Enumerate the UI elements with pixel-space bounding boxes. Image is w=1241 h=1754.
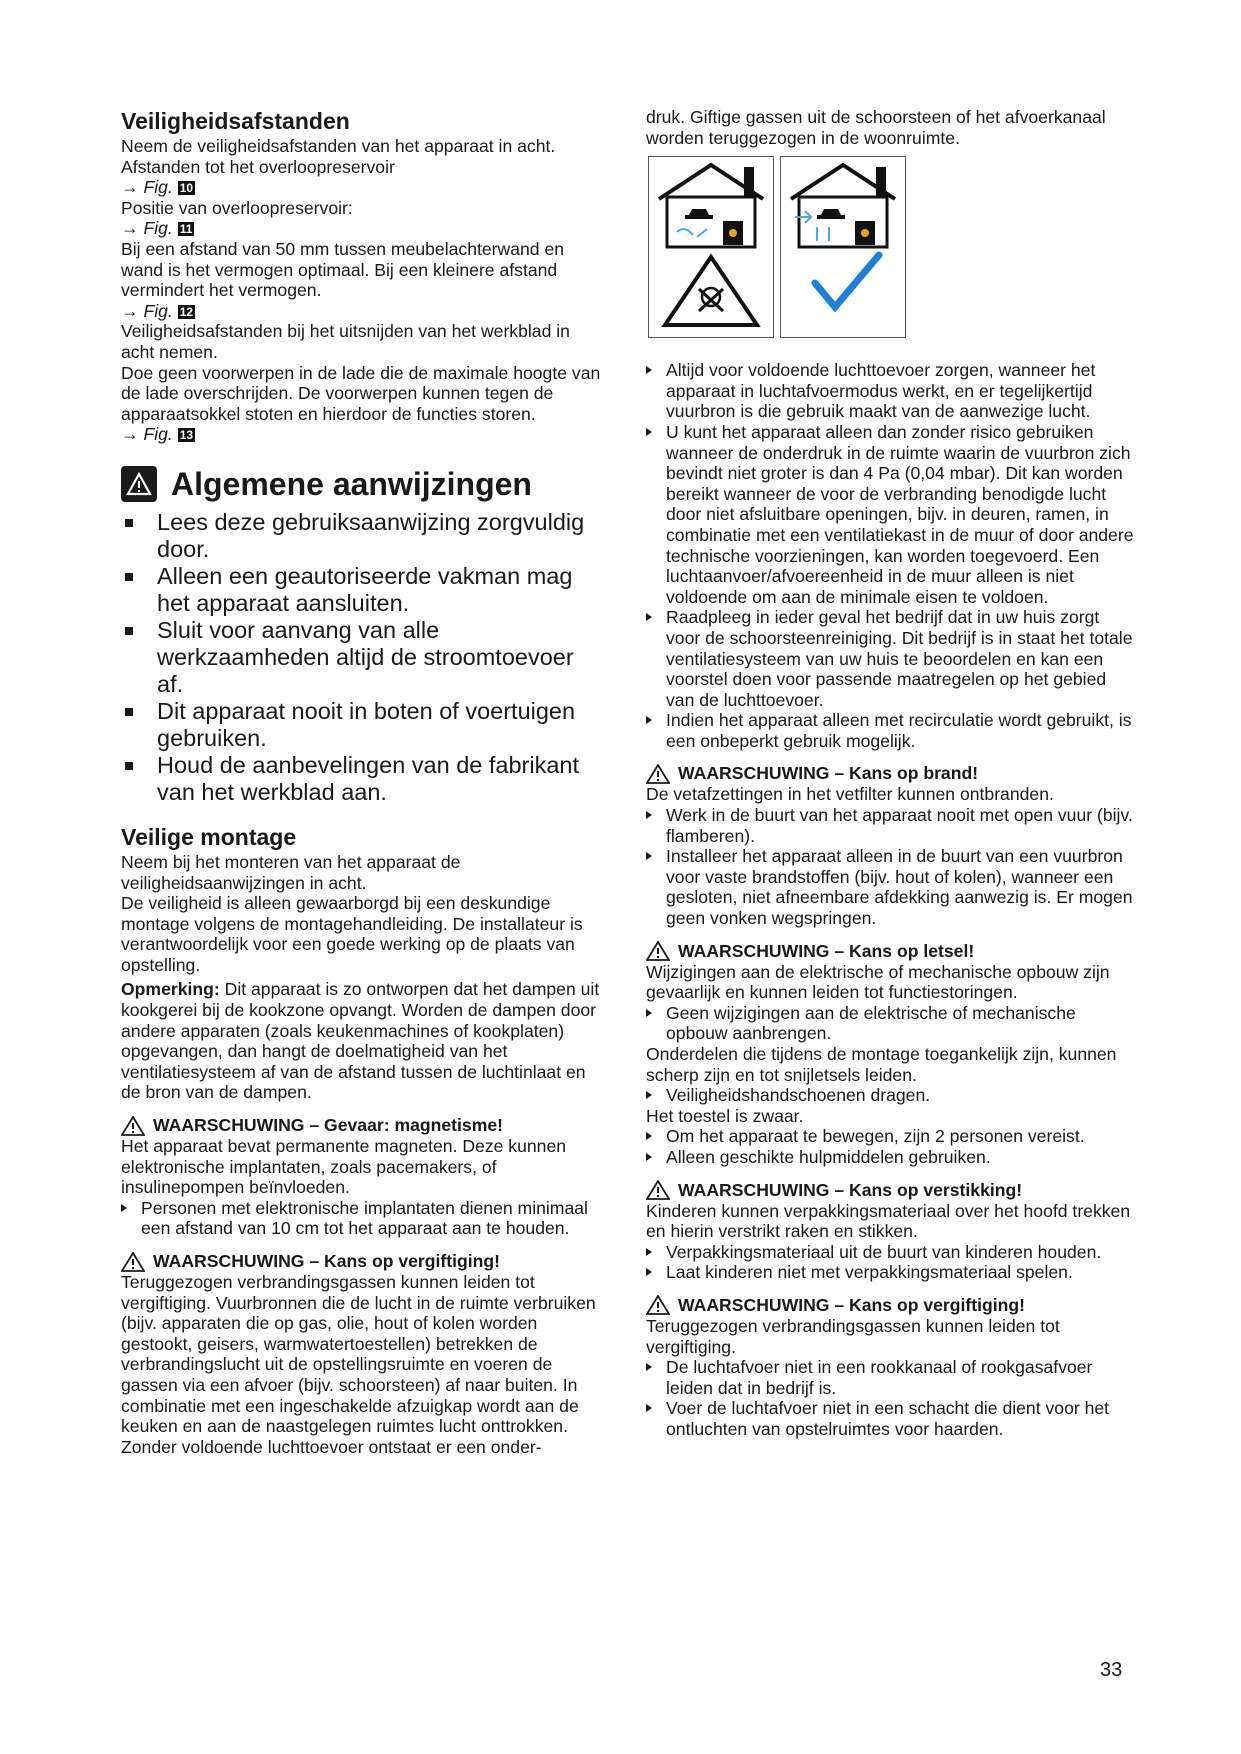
warning-triangle-icon (646, 1180, 670, 1200)
bullet-item: Om het apparaat te bewegen, zijn 2 personen vereist. (646, 1126, 1134, 1147)
paragraph: Het apparaat bevat permanente magneten. Deze kunnen elektronische implantaten, zoals pacemakers, of insulinepompen beïnvloeden. (121, 1136, 567, 1198)
bullet-item: Werk in de buurt van het apparaat nooit met open vuur (bijv. flamberen). (646, 805, 1134, 846)
list-item: Dit apparaat nooit in boten of voertuigen gebruiken. (121, 698, 606, 752)
bullet-arrow-icon (646, 428, 652, 436)
note-paragraph: Opmerking: Dit apparaat is zo ontworpen dat het dampen uit kookgerei bij de kookzone opvangt. Worden de dampen door andere apparaten (zoals keukenmachines of kookplaten) opgevangen, dan hangt de doelmatigheid van het ventilatiesysteem af van de afstand tussen de luchtinlaat en de bron van de dampen. (121, 979, 600, 1103)
paragraph: Veiligheidsafstanden bij het uitsnijden van het werkblad in acht nemen. (121, 321, 570, 362)
bullet-item: Laat kinderen niet met verpakkingsmateriaal spelen. (646, 1262, 1134, 1283)
bullet-arrow-icon (646, 1132, 652, 1140)
paragraph: De vetafzettingen in het vetfilter kunnen ontbranden. (646, 784, 1054, 805)
figure-reference: → Fig. 11 (121, 218, 193, 239)
bullet-item: Veiligheidshandschoenen dragen. (646, 1085, 1134, 1106)
bullet-arrow-icon (646, 1153, 652, 1161)
warning-heading: WAARSCHUWING – Kans op letsel! (646, 941, 1134, 962)
heading-general-instructions (121, 465, 606, 503)
house-hood-icon (780, 156, 906, 338)
list-item: Alleen een geautoriseerde vakman mag het apparaat aansluiten. (121, 563, 606, 617)
figure-number-badge: 12 (179, 304, 194, 319)
bullet-arrow-icon (646, 811, 652, 819)
bullet-item: Voer de luchtafvoer niet in een schacht die dient voor het ontluchten van opstelruimtes voor haarden. (646, 1398, 1134, 1439)
warning-heading: WAARSCHUWING – Kans op verstikking! (646, 1180, 1134, 1201)
figure-reference: → Fig. 12 (121, 300, 194, 321)
bullet-arrow-icon (646, 1009, 652, 1017)
left-column (121, 108, 606, 1457)
bullet-item: U kunt het apparaat alleen dan zonder risico gebruiken wanneer de onderdruk in de ruimte waarin de vuurbron zich bevindt niet groter is dan 4 Pa (0,04 mbar). Dit kan worden bereikt wanneer de voor de verbranding benodigde lucht door niet afsluitbare openingen, bijv. in deuren, ramen, in combinatie met een ventilatiekast in de muur of door andere technische voorzieningen, kan worden toegevoerd. Een luchtaanvoer/afvoereenheid in de muur alleen is niet voldoende om aan de minimale eisen te voldoen. (646, 422, 1134, 607)
checkmark-icon (815, 255, 879, 307)
square-bullet-icon (125, 627, 133, 635)
square-bullet-icon (125, 573, 133, 581)
bullet-arrow-icon (646, 613, 652, 621)
warning-heading: WAARSCHUWING – Gevaar: magnetisme! (121, 1115, 606, 1136)
list-item: Houd de aanbevelingen van de fabrikant van het werkblad aan. (121, 752, 606, 806)
ventilation-illustration (648, 156, 1134, 346)
square-bullet-icon (125, 519, 133, 527)
bullet-arrow-icon (646, 1268, 652, 1276)
square-bullet-icon (125, 762, 133, 770)
bullet-item: De luchtafvoer niet in een rookkanaal of rookgasafvoer leiden dat in bedrijf is. (646, 1357, 1134, 1398)
bullet-arrow-icon (646, 1091, 652, 1099)
heading-safety-distances: Veiligheidsafstanden (121, 108, 350, 134)
paragraph: druk. Giftige gassen uit de schoorsteen of het afvoerkanaal worden teruggezogen in de woonruimte. (646, 107, 1106, 148)
paragraph: Kinderen kunnen verpakkingsmateriaal over het hoofd trekken en hierin verstrikt raken en stikken. (646, 1200, 1131, 1242)
bullet-arrow-icon (646, 716, 652, 724)
bullet-arrow-icon (646, 1363, 652, 1371)
house-hood-icon (648, 156, 774, 338)
paragraph: De veiligheid is alleen gewaarborgd bij een deskundige montage volgens de montagehandleiding. De installateur is verantwoordelijk voor een goede werking op de plaats van opstelling. (121, 893, 583, 975)
list-item: Lees deze gebruiksaanwijzing zorgvuldig door. (121, 509, 606, 563)
bullet-arrow-icon (646, 852, 652, 860)
bullet-item: Personen met elektronische implantaten dienen minimaal een afstand van 10 cm tot het apparaat aan te houden. (121, 1198, 606, 1239)
figure-number-badge: 11 (179, 222, 193, 237)
paragraph: Afstanden tot het overloopreservoir (121, 156, 395, 177)
paragraph: Teruggezogen verbrandingsgassen kunnen leiden tot vergiftiging. Vuurbronnen die de lucht in de ruimte verbruiken (bijv. apparaten die op gas, olie, hout of kolen worden gestookt, geisers, warmwatertoestellen) betrekken de verbrandingslucht uit de opstellingsruimte en voeren de gassen via een afvoer (bijv. schoorsteen) af naar buiten. In combinatie met een ingeschakelde afzuigkap wordt aan de keuken en aan de naastgelegen ruimtes lucht onttrokken. Zonder voldoende luchttoevoer ontstaat er een onder- (121, 1272, 596, 1457)
bullet-item: Alleen geschikte hulpmiddelen gebruiken. (646, 1147, 1134, 1168)
warning-heading: WAARSCHUWING – Kans op vergiftiging! (646, 1295, 1134, 1316)
paragraph: Teruggezogen verbrandingsgassen kunnen leiden tot vergiftiging. (646, 1315, 1060, 1357)
bullet-item: Altijd voor voldoende luchttoevoer zorgen, wanneer het apparaat in luchtafvoermodus werkt, en er tegelijkertijd vuurbron is die gebruik maakt van de aanwezige lucht. (646, 360, 1134, 422)
figure-reference: → Fig. 13 (121, 424, 194, 445)
bullet-arrow-icon (646, 366, 652, 374)
paragraph: Positie van overloopreservoir: (121, 197, 353, 218)
bullet-item: Installeer het apparaat alleen in de buurt van een vuurbron voor vaste brandstoffen (bijv. hout of kolen), wanneer een gesloten, niet afneembare afdekking aanwezig is. Er mogen geen vonken wegspringen. (646, 846, 1134, 928)
bullet-arrow-icon (646, 1248, 652, 1256)
warning-triangle-icon (646, 764, 670, 784)
warning-heading: WAARSCHUWING – Kans op vergiftiging! (121, 1251, 606, 1272)
paragraph: Bij een afstand van 50 mm tussen meubelachterwand en wand is het vermogen optimaal. Bij een kleinere afstand vermindert het vermogen. (121, 238, 565, 301)
bullet-item: Verpakkingsmateriaal uit de buurt van kinderen houden. (646, 1242, 1134, 1263)
list-item: Sluit voor aanvang van alle werkzaamheden altijd de stroomtoevoer af. (121, 617, 606, 698)
bullet-arrow-icon (121, 1204, 127, 1212)
warning-triangle-icon (121, 466, 157, 502)
paragraph: Doe geen voorwerpen in de lade die de maximale hoogte van de lade overschrijden. De voorwerpen kunnen tegen de apparaatsokkel stoten en hierdoor de functies storen. (121, 362, 601, 424)
figure-number-badge: 10 (179, 181, 194, 196)
warning-triangle-icon (646, 941, 670, 961)
warning-triangle-icon (646, 1295, 670, 1315)
figure-reference: → Fig. 10 (121, 177, 194, 198)
warning-triangle-icon (121, 1252, 145, 1272)
paragraph: Neem de veiligheidsafstanden van het apparaat in acht. (121, 136, 556, 156)
bullet-arrow-icon (646, 1404, 652, 1412)
paragraph: Het toestel is zwaar. (646, 1105, 804, 1126)
warning-heading: WAARSCHUWING – Kans op brand! (646, 763, 1134, 784)
warning-triangle-icon (121, 1116, 145, 1136)
square-bullet-icon (125, 708, 133, 716)
heading-safe-mounting: Veilige montage (121, 823, 297, 850)
figure-number-badge: 13 (179, 428, 194, 443)
general-list (121, 509, 606, 806)
paragraph: Onderdelen die tijdens de montage toegankelijk zijn, kunnen scherp zijn en tot snijletsels leiden. (646, 1044, 1117, 1085)
bullet-item: Indien het apparaat alleen met recirculatie wordt gebruikt, is een onbeperkt gebruik mogelijk. (646, 710, 1134, 751)
right-column (646, 107, 1134, 1440)
paragraph: Wijzigingen aan de elektrische of mechanische opbouw zijn gevaarlijk en kunnen leiden tot functiestoringen. (646, 961, 1110, 1003)
bullet-item: Raadpleeg in ieder geval het bedrijf dat in uw huis zorgt voor de schoorsteenreiniging. Dit bedrijf is in staat het totale ventilatiesysteem van uw huis te beoordelen en kan een voorstel doen voor passende maatregelen op het gebied van de luchttoevoer. (646, 607, 1134, 710)
heading-text: Algemene aanwijzingen (171, 465, 532, 502)
paragraph: Neem bij het monteren van het apparaat de veiligheidsaanwijzingen in acht. (121, 851, 461, 893)
bullet-item: Geen wijzigingen aan de elektrische of mechanische opbouw aanbrengen. (646, 1003, 1134, 1044)
page-number: 33 (1100, 1659, 1123, 1681)
